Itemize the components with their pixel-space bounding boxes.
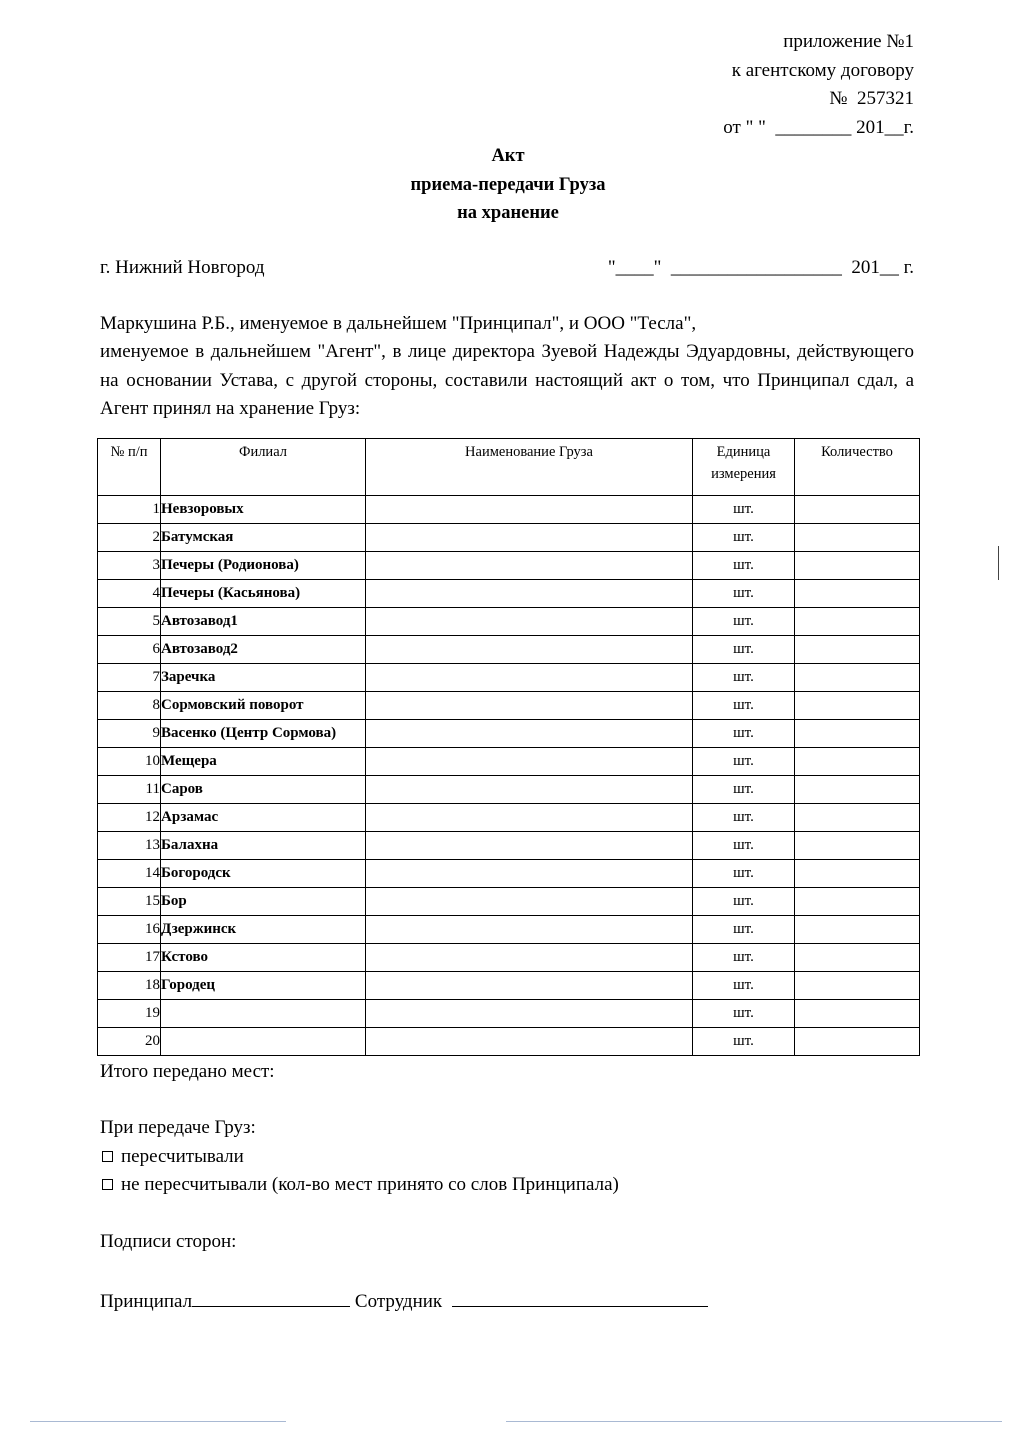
row-quantity xyxy=(795,636,920,664)
title-line-2: приема-передачи Груза xyxy=(410,174,606,195)
row-number: 3 xyxy=(98,552,161,580)
row-branch: Заречка xyxy=(161,664,366,692)
row-number: 18 xyxy=(98,972,161,1000)
table-row xyxy=(98,580,920,608)
row-branch: Городец xyxy=(161,972,366,1000)
row-unit: шт. xyxy=(693,1028,795,1056)
row-quantity xyxy=(795,1000,920,1028)
row-quantity xyxy=(795,608,920,636)
row-cargo-name xyxy=(366,692,693,720)
row-unit: шт. xyxy=(693,860,795,888)
row-branch xyxy=(161,1000,366,1028)
row-unit: шт. xyxy=(693,916,795,944)
row-number: 6 xyxy=(98,636,161,664)
row-unit: шт. xyxy=(693,496,795,524)
option-not-recounted xyxy=(100,1171,619,1200)
intro-rest: именуемое в дальнейшем "Агент", в лице директора Зуевой Надежды Эдуардовны, действующего на основании Устава, с другой стороны, составили настоящий акт о том, что Принципал сдал, а Агент принял на хранение Груз: xyxy=(100,341,914,419)
row-branch: Невзоровых xyxy=(161,496,366,524)
table-row xyxy=(98,748,920,776)
city-label: г. Нижний Новгород xyxy=(100,257,265,278)
table-row xyxy=(98,916,920,944)
checkbox-not-recounted[interactable] xyxy=(102,1179,113,1190)
appendix-line-3: № 257321 xyxy=(829,88,914,109)
table-row xyxy=(98,944,920,972)
table-row xyxy=(98,1000,920,1028)
row-branch xyxy=(161,1028,366,1056)
row-cargo-name xyxy=(366,888,693,916)
table-row xyxy=(98,832,920,860)
cargo-table xyxy=(97,438,920,1056)
row-quantity xyxy=(795,496,920,524)
header-qty: Количество xyxy=(795,439,920,496)
row-number: 9 xyxy=(98,720,161,748)
row-cargo-name xyxy=(366,1000,693,1028)
row-branch: Дзержинск xyxy=(161,916,366,944)
row-branch: Мещера xyxy=(161,748,366,776)
row-number: 5 xyxy=(98,608,161,636)
table-row xyxy=(98,608,920,636)
row-unit: шт. xyxy=(693,664,795,692)
table-row xyxy=(98,496,920,524)
row-cargo-name xyxy=(366,748,693,776)
row-cargo-name xyxy=(366,524,693,552)
signature-row xyxy=(100,1284,708,1316)
row-cargo-name xyxy=(366,580,693,608)
appendix-block xyxy=(723,28,914,142)
table-row xyxy=(98,552,920,580)
row-number: 13 xyxy=(98,832,161,860)
row-cargo-name xyxy=(366,720,693,748)
row-number: 19 xyxy=(98,1000,161,1028)
principal-label: Принципал xyxy=(100,1291,193,1312)
table-row xyxy=(98,664,920,692)
row-unit: шт. xyxy=(693,552,795,580)
row-number: 20 xyxy=(98,1028,161,1056)
row-cargo-name xyxy=(366,776,693,804)
row-cargo-name xyxy=(366,972,693,1000)
header-cargo: Наименование Груза xyxy=(366,439,693,496)
row-branch: Бор xyxy=(161,888,366,916)
row-cargo-name xyxy=(366,916,693,944)
row-quantity xyxy=(795,832,920,860)
option-not-recounted-label: не пересчитывали (кол-во мест принято со слов Принципала) xyxy=(121,1174,619,1195)
row-unit: шт. xyxy=(693,944,795,972)
row-quantity xyxy=(795,524,920,552)
row-unit: шт. xyxy=(693,580,795,608)
employee-label: Сотрудник xyxy=(354,1291,443,1312)
row-quantity xyxy=(795,1028,920,1056)
row-quantity xyxy=(795,692,920,720)
row-number: 4 xyxy=(98,580,161,608)
row-unit: шт. xyxy=(693,1000,795,1028)
intro-paragraph xyxy=(100,310,914,423)
row-branch: Балахна xyxy=(161,832,366,860)
row-quantity xyxy=(795,916,920,944)
row-branch: Богородск xyxy=(161,860,366,888)
row-branch: Кстово xyxy=(161,944,366,972)
row-number: 2 xyxy=(98,524,161,552)
row-branch: Батумская xyxy=(161,524,366,552)
row-branch: Печеры (Родионова) xyxy=(161,552,366,580)
row-number: 14 xyxy=(98,860,161,888)
appendix-line-1: приложение №1 xyxy=(783,31,914,52)
intro-first-line: Маркушина Р.Б., именуемое в дальнейшем "Принципал", и ООО "Тесла", xyxy=(100,313,697,334)
row-number: 16 xyxy=(98,916,161,944)
table-row xyxy=(98,524,920,552)
row-quantity xyxy=(795,720,920,748)
table-header-row xyxy=(98,439,920,496)
row-cargo-name xyxy=(366,804,693,832)
totals-label: Итого передано мест: xyxy=(100,1061,275,1082)
table-row xyxy=(98,1028,920,1056)
row-unit: шт. xyxy=(693,776,795,804)
row-quantity xyxy=(795,860,920,888)
date-field: "____" __________________ 201__ г. xyxy=(607,257,914,278)
title-line-1: Акт xyxy=(491,146,525,166)
row-branch: Саров xyxy=(161,776,366,804)
row-number: 1 xyxy=(98,496,161,524)
table-row xyxy=(98,692,920,720)
row-quantity xyxy=(795,944,920,972)
employee-signature-line xyxy=(452,1284,708,1307)
table-row xyxy=(98,636,920,664)
row-cargo-name xyxy=(366,832,693,860)
row-branch: Арзамас xyxy=(161,804,366,832)
row-branch: Автозавод2 xyxy=(161,636,366,664)
row-branch: Автозавод1 xyxy=(161,608,366,636)
row-unit: шт. xyxy=(693,888,795,916)
transfer-block xyxy=(100,1114,619,1200)
header-branch: Филиал xyxy=(161,439,366,496)
checkbox-recounted[interactable] xyxy=(102,1151,113,1162)
table-row xyxy=(98,776,920,804)
footer-rule-left xyxy=(30,1421,286,1422)
table-row xyxy=(98,972,920,1000)
document-title xyxy=(0,142,1016,228)
footer-rule-right xyxy=(506,1421,1002,1422)
row-cargo-name xyxy=(366,496,693,524)
row-unit: шт. xyxy=(693,524,795,552)
row-unit: шт. xyxy=(693,748,795,776)
signatures-heading: Подписи сторон: xyxy=(100,1231,237,1252)
row-unit: шт. xyxy=(693,636,795,664)
row-cargo-name xyxy=(366,860,693,888)
table-row xyxy=(98,888,920,916)
row-unit: шт. xyxy=(693,972,795,1000)
row-quantity xyxy=(795,888,920,916)
title-line-3: на хранение xyxy=(457,203,559,223)
row-quantity xyxy=(795,972,920,1000)
row-number: 10 xyxy=(98,748,161,776)
row-unit: шт. xyxy=(693,692,795,720)
transfer-heading: При передаче Груз: xyxy=(100,1117,256,1138)
row-number: 17 xyxy=(98,944,161,972)
row-branch: Васенко (Центр Сормова) xyxy=(161,720,366,748)
header-unit: Единица измерения xyxy=(693,439,795,496)
row-quantity xyxy=(795,580,920,608)
row-number: 12 xyxy=(98,804,161,832)
row-unit: шт. xyxy=(693,832,795,860)
table-row xyxy=(98,804,920,832)
table-body xyxy=(98,496,920,1056)
table-row xyxy=(98,720,920,748)
row-quantity xyxy=(795,776,920,804)
table-row xyxy=(98,860,920,888)
option-recounted-label: пересчитывали xyxy=(121,1145,244,1167)
principal-signature-line xyxy=(192,1284,350,1307)
row-branch: Сормовский поворот xyxy=(161,692,366,720)
appendix-line-2: к агентскому договору xyxy=(731,59,914,81)
row-number: 11 xyxy=(98,776,161,804)
row-cargo-name xyxy=(366,608,693,636)
row-cargo-name xyxy=(366,944,693,972)
row-quantity xyxy=(795,664,920,692)
row-cargo-name xyxy=(366,1028,693,1056)
row-cargo-name xyxy=(366,664,693,692)
row-quantity xyxy=(795,804,920,832)
row-number: 15 xyxy=(98,888,161,916)
option-recounted xyxy=(100,1143,619,1172)
row-number: 7 xyxy=(98,664,161,692)
row-cargo-name xyxy=(366,636,693,664)
row-cargo-name xyxy=(366,552,693,580)
row-quantity xyxy=(795,552,920,580)
row-unit: шт. xyxy=(693,720,795,748)
appendix-line-4: от " " ________ 201__г. xyxy=(723,116,914,138)
row-branch: Печеры (Касьянова) xyxy=(161,580,366,608)
header-num: № п/п xyxy=(98,439,161,496)
row-unit: шт. xyxy=(693,804,795,832)
row-unit: шт. xyxy=(693,608,795,636)
row-number: 8 xyxy=(98,692,161,720)
text-cursor-mark xyxy=(998,546,999,580)
row-quantity xyxy=(795,748,920,776)
